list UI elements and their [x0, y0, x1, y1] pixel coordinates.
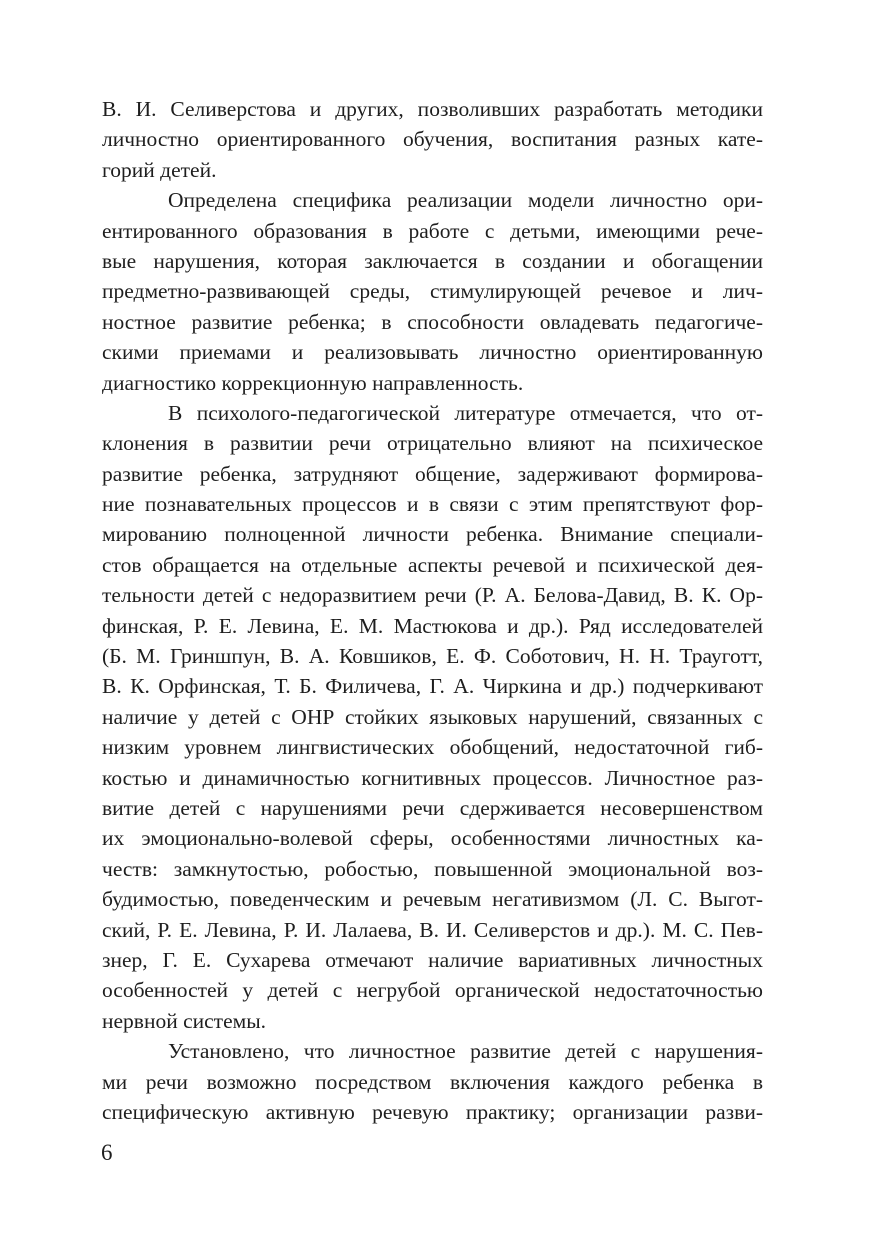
text-line: нервной системы.	[102, 1008, 267, 1033]
text-line: финская, Р. Е. Левина, Е. М. Мастюкова и др.). Ряд исследователей	[102, 613, 763, 638]
text-line: будимостью, поведенческим и речевым негативизмом (Л. С. Выгот-	[102, 887, 763, 912]
text-line: (Б. М. Гриншпун, В. А. Ковшиков, Е. Ф. Соботович, Н. Н. Трауготт,	[102, 644, 763, 669]
text-line: личностно ориентированного обучения, воспитания разных кате-	[102, 127, 763, 152]
text-line: низким уровнем лингвистических обобщений, недостаточной гиб-	[102, 735, 763, 760]
text-line: знер, Г. Е. Сухарева отмечают наличие вариативных личностных	[102, 947, 763, 972]
text-line: наличие у детей с ОНР стойких языковых нарушений, связанных с	[102, 704, 763, 729]
paragraph	[102, 398, 763, 1036]
page-number: 6	[101, 1140, 113, 1165]
text-line: костью и динамичностью когнитивных процессов. Личностное раз-	[102, 765, 763, 790]
text-line: В. И. Селиверстова и других, позволивших разработать методики	[102, 97, 763, 121]
text-line: мированию полноценной личности ребенка. Внимание специали-	[102, 522, 763, 547]
text-line: стов обращается на отдельные аспекты речевой и психической дея-	[102, 552, 763, 577]
text-line: витие детей с нарушениями речи сдерживается несовершенством	[102, 795, 763, 820]
text-line: диагностико коррекционную направленность.	[102, 370, 524, 395]
text-line: ми речи возможно посредством включения каждого ребенка в	[102, 1069, 763, 1094]
text-line: ентированного образования в работе с детьми, имеющими рече-	[102, 218, 763, 243]
page-body	[102, 94, 763, 1127]
text-line: честв: замкнутостью, робостью, повышенной эмоциональной воз-	[102, 856, 763, 881]
text-line: В. К. Орфинская, Т. Б. Филичева, Г. А. Чиркина и др.) подчеркивают	[102, 674, 763, 699]
text-line: особенностей у детей с негрубой органической недостаточностью	[102, 978, 763, 1003]
text-line: специфическую активную речевую практику; организации разви-	[102, 1099, 763, 1124]
text-line: развитие ребенка, затрудняют общение, задерживают формирова-	[102, 461, 763, 486]
paragraph	[102, 94, 763, 185]
text-line: горий детей.	[102, 157, 217, 182]
text-line: клонения в развитии речи отрицательно влияют на психическое	[102, 431, 763, 456]
text-line: Установлено, что личностное развитие детей с нарушения-	[168, 1039, 763, 1064]
text-line: Определена специфика реализации модели личностно ори-	[168, 188, 763, 213]
paragraph	[102, 1036, 763, 1127]
text-line: ние познавательных процессов и в связи с этим препятствуют фор-	[102, 492, 763, 517]
text-line: ский, Р. Е. Левина, Р. И. Лалаева, В. И. Селиверстов и др.). М. С. Пев-	[102, 917, 763, 942]
text-line: ностное развитие ребенка; в способности овладевать педагогиче-	[102, 309, 763, 334]
text-line: В психолого-педагогической литературе отмечается, что от-	[168, 400, 763, 425]
text-line: скими приемами и реализовывать личностно ориентированную	[102, 340, 763, 365]
paragraph	[102, 185, 763, 398]
text-line: предметно-развивающей среды, стимулирующей речевое и лич-	[102, 279, 763, 304]
text-line: тельности детей с недоразвитием речи (Р. А. Белова-Давид, В. К. Ор-	[102, 583, 763, 608]
text-line: их эмоционально-волевой сферы, особенностями личностных ка-	[102, 826, 763, 851]
text-line: вые нарушения, которая заключается в создании и обогащении	[102, 248, 763, 273]
